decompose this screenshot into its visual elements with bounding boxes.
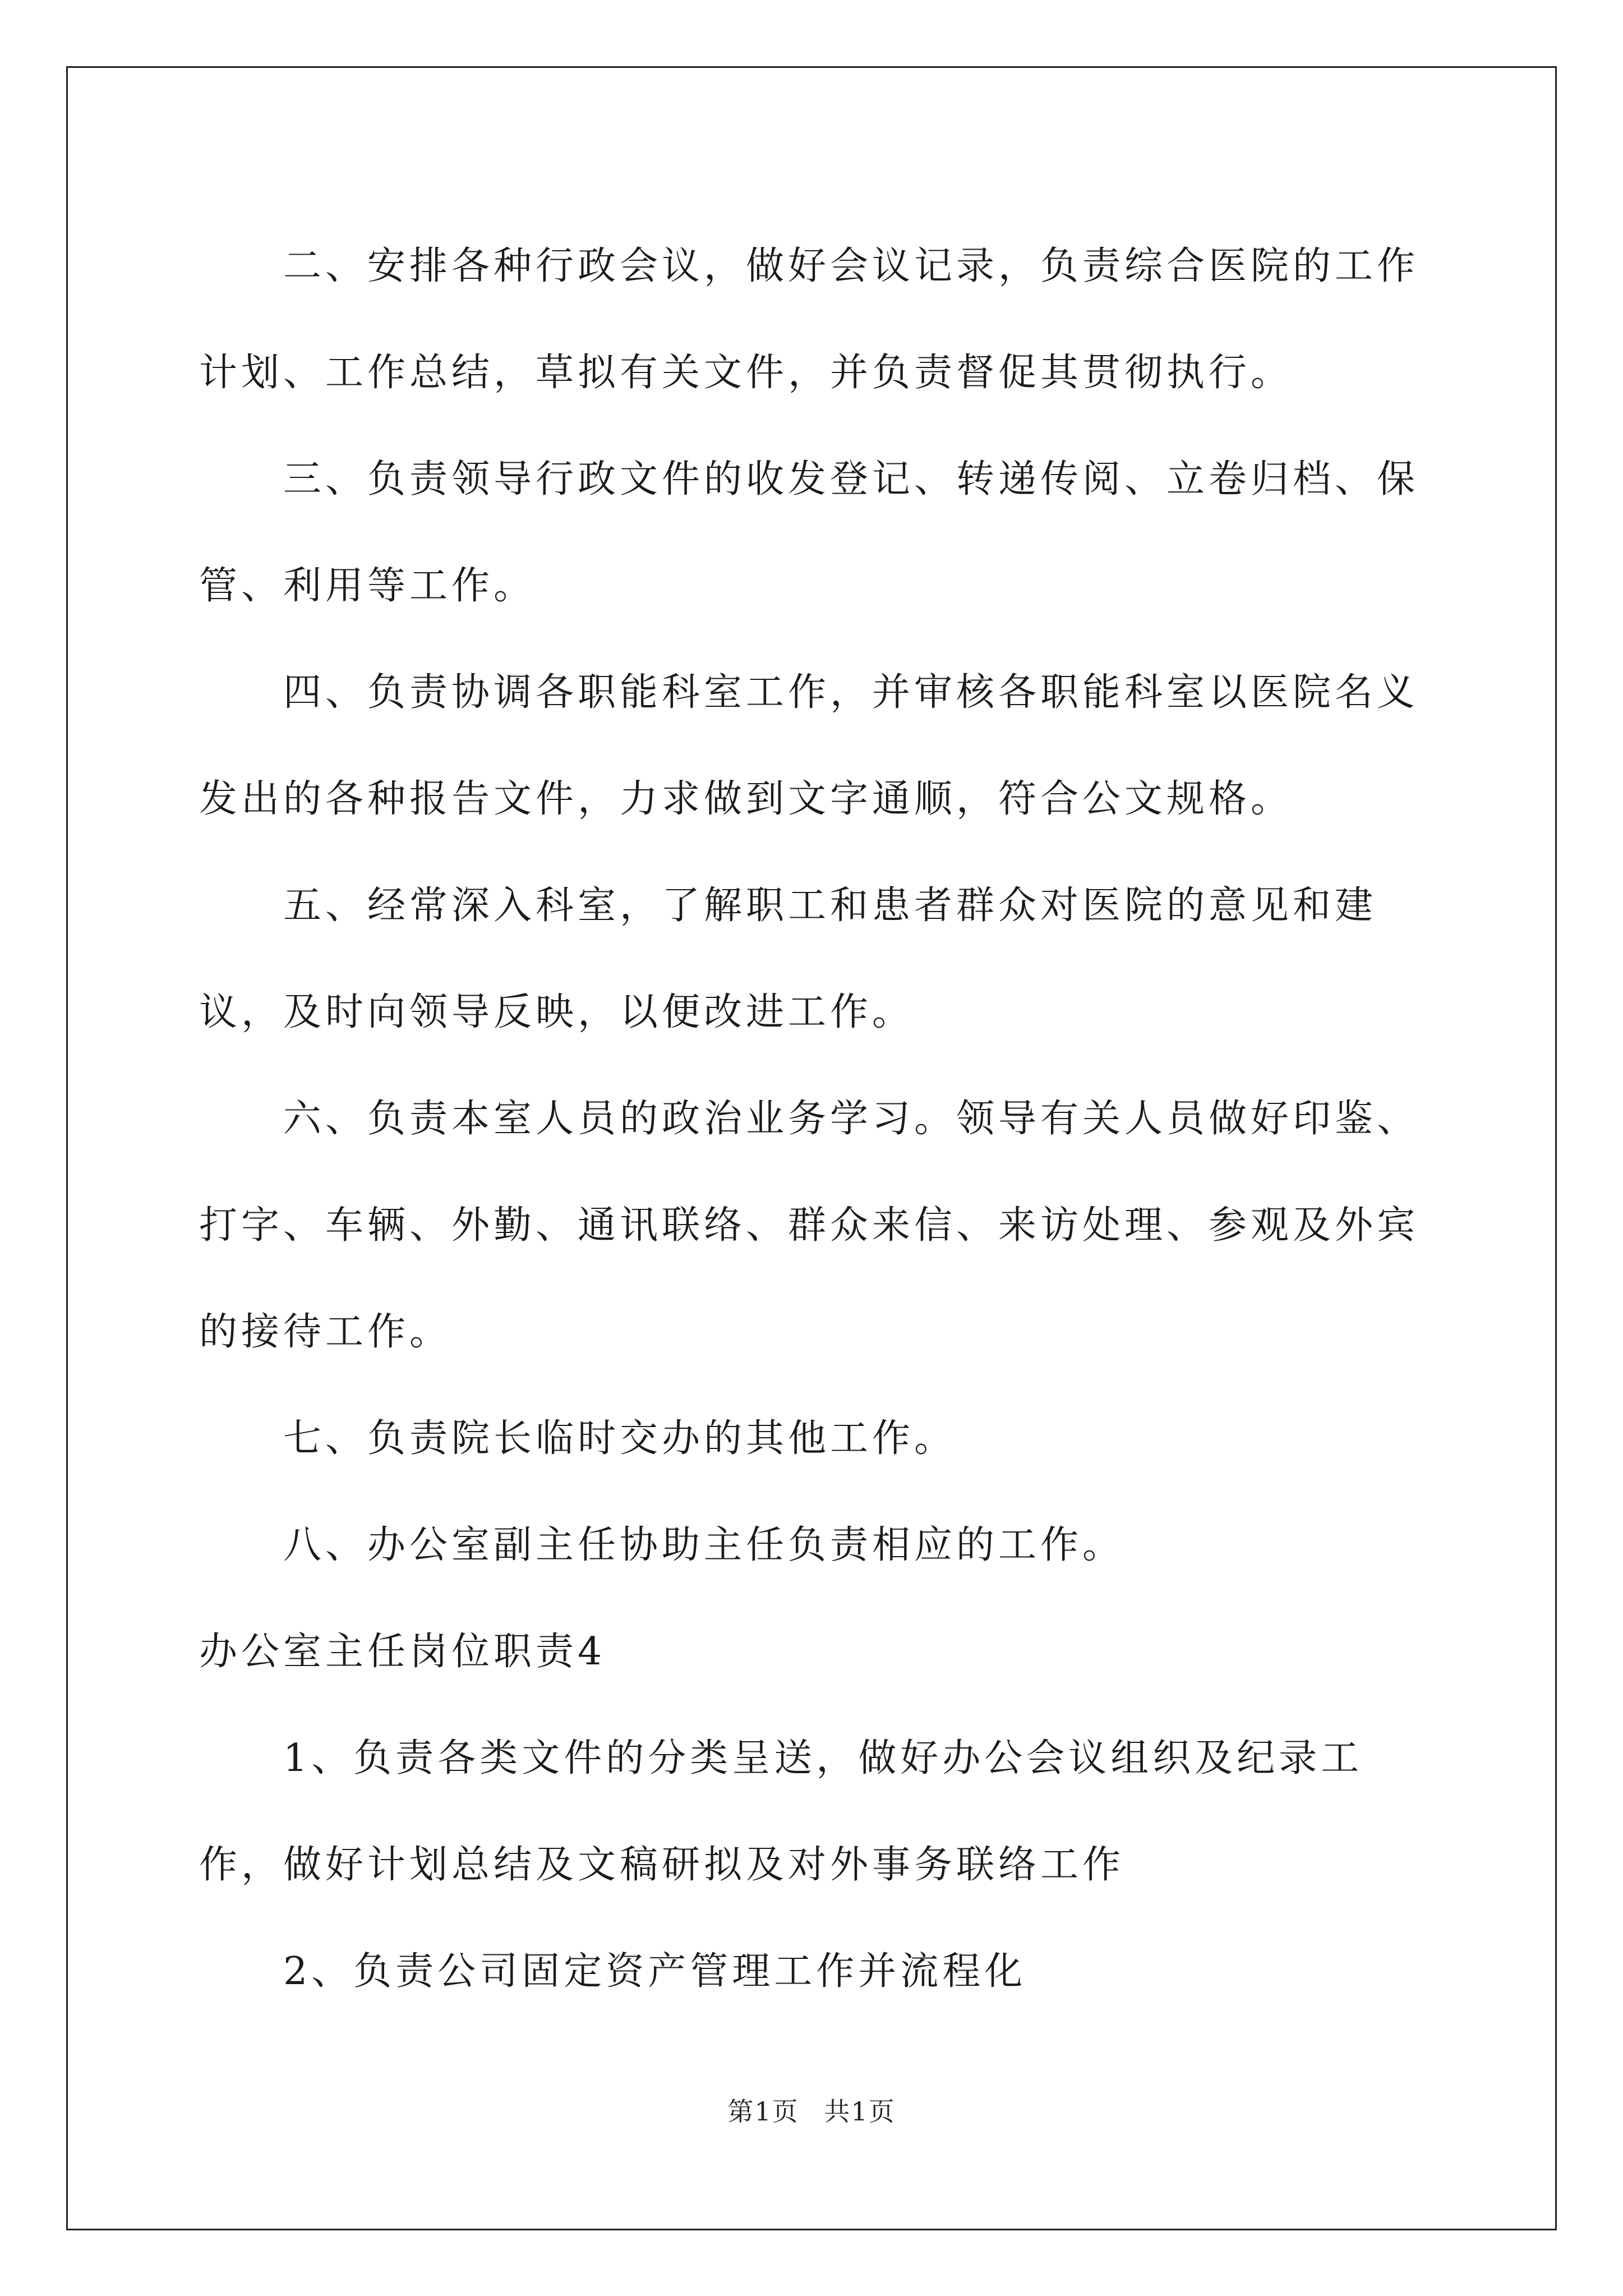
document-body bbox=[199, 213, 1438, 2025]
section-heading: 办公室主任岗位职责4 bbox=[199, 1630, 606, 1674]
section-paragraph-1: 1、负责各类文件的分类呈送，做好办公会议组织及纪录工作，做好计划总结及文稿研拟及对外事务联络工作 bbox=[199, 1736, 1363, 1887]
paragraph-item-4: 四、负责协调各职能科室工作，并审核各职能科室以医院名义发出的各种报告文件，力求做到文字通顺，符合公文规格。 bbox=[199, 670, 1419, 821]
page-number-current: 第1页 bbox=[727, 2096, 799, 2127]
paragraph-item-2: 二、安排各种行政会议，做好会议记录，负责综合医院的工作计划、工作总结，草拟有关文件，并负责督促其贯彻执行。 bbox=[199, 244, 1419, 395]
paragraph-item-8: 八、办公室副主任协助主任负责相应的工作。 bbox=[283, 1523, 1125, 1567]
page-number-total: 共1页 bbox=[824, 2096, 896, 2127]
paragraph-item-3: 三、负责领导行政文件的收发登记、转递传阅、立卷归档、保管、利用等工作。 bbox=[199, 457, 1419, 608]
paragraph-item-7: 七、负责院长临时交办的其他工作。 bbox=[283, 1416, 957, 1461]
page-footer bbox=[0, 2091, 1623, 2128]
section-paragraph-2: 2、负责公司固定资产管理工作并流程化 bbox=[283, 1949, 1027, 1994]
paragraph-item-6: 六、负责本室人员的政治业务学习。领导有关人员做好印鉴、打字、车辆、外勤、通讯联络、群众来信、来访处理、参观及外宾的接待工作。 bbox=[199, 1097, 1419, 1354]
paragraph-item-5: 五、经常深入科室，了解职工和患者群众对医院的意见和建议，及时向领导反映，以便改进工作。 bbox=[199, 884, 1377, 1034]
